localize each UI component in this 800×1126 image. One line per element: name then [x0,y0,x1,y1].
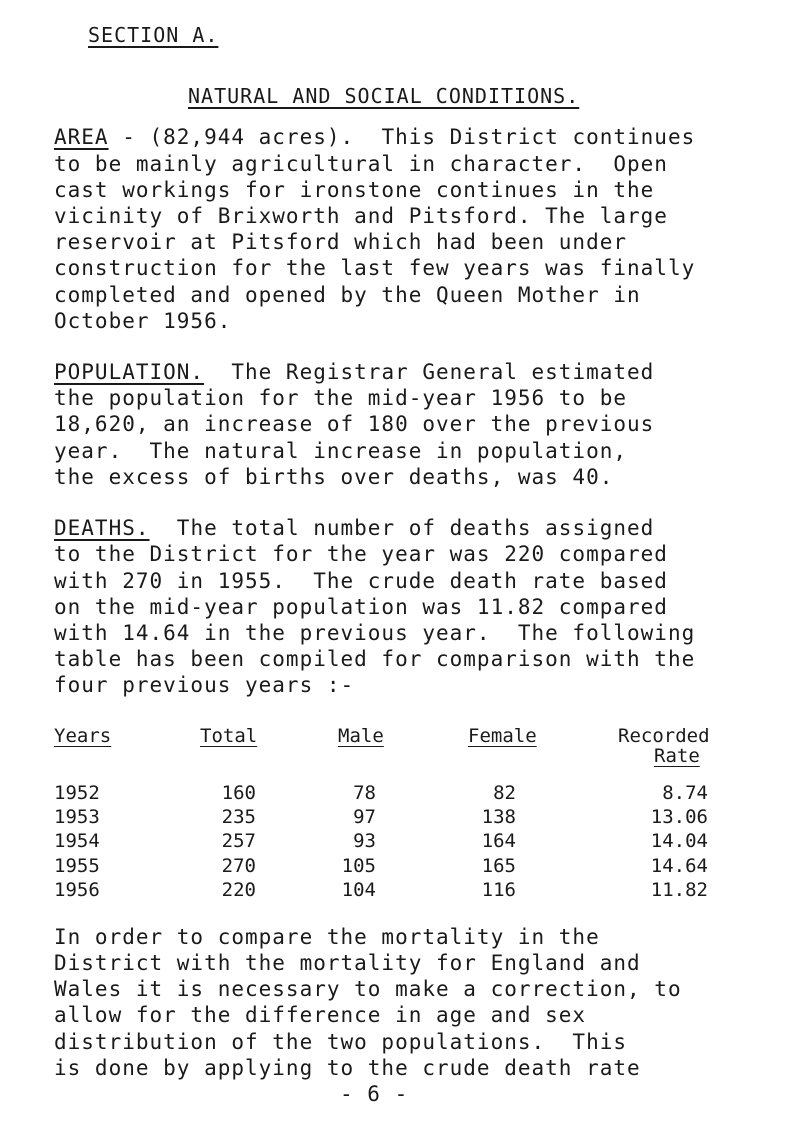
closing-line: District with the mortality for England and [54,951,641,975]
deaths-line: to the District for the year was 220 compared [54,542,668,566]
area-line: vicinity of Brixworth and Pitsford. The large [54,204,668,228]
deaths-line: with 14.64 in the previous year. The following [54,621,696,645]
header-female: Female [468,725,537,747]
table-cell-male: 104 [341,879,376,901]
deaths-line: with 270 in 1955. The crude death rate based [54,569,668,593]
area-line: reservoir at Pitsford which had been under [54,230,628,254]
table-cell-female: 165 [481,855,516,877]
closing-line: distribution of the two populations. This [54,1030,628,1054]
table-cell-year: 1956 [54,879,100,901]
header-recorded: Recorded [618,725,710,747]
area-line: to be mainly agricultural in character. Open [54,152,668,176]
area-line: construction for the last few years was finally [54,256,696,280]
header-male: Male [338,725,384,747]
header-rate: Rate [654,745,700,767]
table-cell-male: 93 [353,830,376,852]
table-cell-year: 1955 [54,855,100,877]
deaths-line: on the mid-year population was 11.82 compared [54,595,668,619]
deaths-line: table has been compiled for comparison with the [54,647,696,671]
table-cell-year: 1952 [54,782,100,804]
area-line: - (82,944 acres). This District continues [108,125,696,149]
closing-line: is done by applying to the crude death rate [54,1056,641,1080]
area-label: AREA [54,125,109,149]
deaths-line: four previous years :- [54,673,355,697]
table-cell-female: 82 [493,782,516,804]
table-cell-female: 164 [481,830,516,852]
table-cell-female: 138 [481,806,516,828]
header-total: Total [200,725,258,747]
table-cell-rate: 14.64 [650,855,708,877]
area-line: October 1956. [54,309,232,333]
header-years: Years [54,725,112,747]
table-cell-total: 235 [221,806,256,828]
table-cell-total: 270 [221,855,256,877]
population-label: POPULATION. [54,360,205,384]
document-title: NATURAL AND SOCIAL CONDITIONS. [188,84,580,108]
population-line: The Registrar General estimated [204,360,655,384]
table-cell-total: 220 [221,879,256,901]
table-cell-male: 78 [353,782,376,804]
table-cell-total: 257 [221,830,256,852]
area-line: completed and opened by the Queen Mother in [54,283,641,307]
page-number: - 6 - [340,1082,409,1106]
population-line: the population for the mid-year 1956 to be [54,386,628,410]
table-cell-female: 116 [481,879,516,901]
table-cell-male: 105 [341,855,376,877]
section-heading: SECTION A. [88,23,219,47]
closing-line: allow for the difference in age and sex [54,1003,587,1027]
population-line: 18,620, an increase of 180 over the previous [54,412,655,436]
closing-line: Wales it is necessary to make a correction, to [54,977,682,1001]
population-line: year. The natural increase in population, [54,439,628,463]
table-cell-year: 1954 [54,830,100,852]
table-cell-rate: 11.82 [650,879,708,901]
deaths-label: DEATHS. [54,516,150,540]
table-cell-rate: 14.04 [650,830,708,852]
deaths-line: The total number of deaths assigned [149,516,655,540]
table-cell-rate: 8.74 [662,782,708,804]
table-cell-male: 97 [353,806,376,828]
table-cell-total: 160 [221,782,256,804]
closing-line: In order to compare the mortality in the [54,925,600,949]
table-cell-year: 1953 [54,806,100,828]
table-cell-rate: 13.06 [650,806,708,828]
population-line: the excess of births over deaths, was 40. [54,465,614,489]
area-line: cast workings for ironstone continues in the [54,178,655,202]
